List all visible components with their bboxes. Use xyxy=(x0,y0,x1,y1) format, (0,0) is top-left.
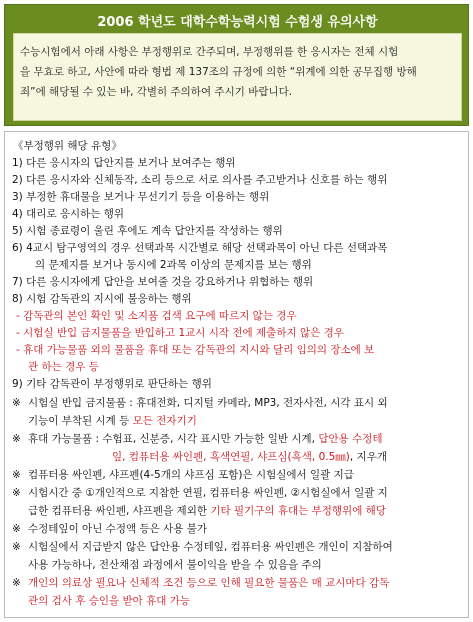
notice-box xyxy=(13,33,462,121)
note-highlight: 개인의 의료상 필요나 신체적 조건 등으로 인해 필요한 물품은 매 교시마다 감독 xyxy=(28,577,390,589)
list-item: 8) 시험 감독관의 지시에 불응하는 행위 xyxy=(12,293,192,305)
note-text: 휴대 가능물품 : 수험표, 신분증, 시각 표시만 가능한 일반 시계, xyxy=(28,433,319,445)
violation-list xyxy=(12,155,464,393)
section-title: 《부정행위 해당 유형》 xyxy=(13,140,122,152)
note-mark: ※ xyxy=(12,487,21,499)
note-text: 사용 가능하나, 전산채점 과정에서 불이익을 받을 수 있음을 주의 xyxy=(28,559,322,571)
note-text: , 지우개 xyxy=(349,451,387,463)
sub-item: - 시험실 반입 금지물품을 반입하고 1교시 시작 전에 제출하지 않은 경우 xyxy=(16,327,344,339)
list-item: 4) 대리로 응시하는 행위 xyxy=(12,208,125,220)
list-item: 1) 다른 응시자의 답안지를 보거나 보여주는 행위 xyxy=(12,157,236,169)
note-highlight: 잎, 컴퓨터용 싸인펜, 흑색연필, 샤프심(흑색, 0.5㎜) xyxy=(112,451,350,463)
sub-item-continued: 관 하는 경우 등 xyxy=(28,361,99,373)
note-text: 시험실 반입 금지물품 : 휴대전화, 디지털 카메라, MP3, 전자사전, 시각 표시 외 xyxy=(28,397,388,409)
list-item-continued: 의 문제지를 보거나 동시에 2과목 이상의 문제지를 보는 행위 xyxy=(35,259,312,271)
note-highlight: 모든 전자기기 xyxy=(132,415,197,427)
note-mark: ※ xyxy=(12,397,21,409)
note-mark: ※ xyxy=(12,577,21,589)
list-item: 7) 다른 응시자에게 답안을 보여줄 것을 강요하거나 위협하는 행위 xyxy=(12,276,314,288)
note-mark: ※ xyxy=(12,433,21,445)
note-mark: ※ xyxy=(12,541,21,553)
note-text: 수정테잎이 아닌 수정액 등은 사용 불가 xyxy=(28,523,207,535)
note-highlight: 답안용 수정테 xyxy=(318,433,383,445)
notes-list xyxy=(12,394,464,610)
content-box xyxy=(4,131,469,618)
notice-line: 수능시험에서 아래 사항은 부정행위로 간주되며, 부정행위를 한 응시자는 전체 시험 xyxy=(20,46,399,58)
list-item: 6) 4교시 탐구영역의 경우 선택과목 시간별로 해당 선택과목이 아닌 다른 선택과목 xyxy=(12,242,388,254)
header-banner xyxy=(4,4,469,126)
list-item: 3) 부정한 휴대물을 보거나 무선기기 등을 이용하는 행위 xyxy=(12,191,270,203)
sub-item: - 감독관의 본인 확인 및 소지품 검색 요구에 따르지 않는 경우 xyxy=(16,310,297,322)
list-item: 2) 다른 응시자와 신체동작, 소리 등으로 서로 의사를 주고받거나 신호를 하는 행위 xyxy=(12,174,388,186)
note-highlight: 기타 필기구의 휴대는 부정행위에 해당 xyxy=(210,505,386,517)
note-text: 시험실에서 지급받지 않은 답안용 수정테잎, 컴퓨터용 싸인펜은 개인이 지참하여 xyxy=(28,541,393,553)
note-text: 기능이 부착된 시계 등 xyxy=(28,415,133,427)
note-text: 시험시간 중 ①개인적으로 지참한 연필, 컴퓨터용 싸인펜, ②시험실에서 일괄 지 xyxy=(28,487,388,499)
notice-line: 을 무효로 하고, 사안에 따라 형법 제 137조의 규정에 의한 “위계에 의한 공무집행 방해 xyxy=(20,66,417,78)
note-mark: ※ xyxy=(12,469,21,481)
list-item: 5) 시험 종료령이 울린 후에도 계속 답안지를 작성하는 행위 xyxy=(12,225,283,237)
sub-item: - 휴대 가능물품 외의 물품을 휴대 또는 감독관의 지시와 달리 임의의 장소에 보 xyxy=(16,344,375,356)
notice-line: 죄”에 해당될 수 있는 바, 각별히 주의하여 주시기 바랍니다. xyxy=(20,86,293,98)
note-highlight: 관의 검사 후 승인을 받아 휴대 가능 xyxy=(28,595,191,607)
note-mark: ※ xyxy=(12,523,21,535)
note-text: 급한 컴퓨터용 싸인펜, 샤프펜을 제외한 xyxy=(28,505,211,517)
list-item: 9) 기타 감독관이 부정행위로 판단하는 행위 xyxy=(12,378,212,390)
page-title: 2006 학년도 대학수학능력시험 수험생 유의사항 xyxy=(97,15,378,30)
note-text: 컴퓨터용 싸인펜, 샤프펜(4-5개의 샤프심 포함)은 시험실에서 일괄 지급 xyxy=(28,469,354,481)
